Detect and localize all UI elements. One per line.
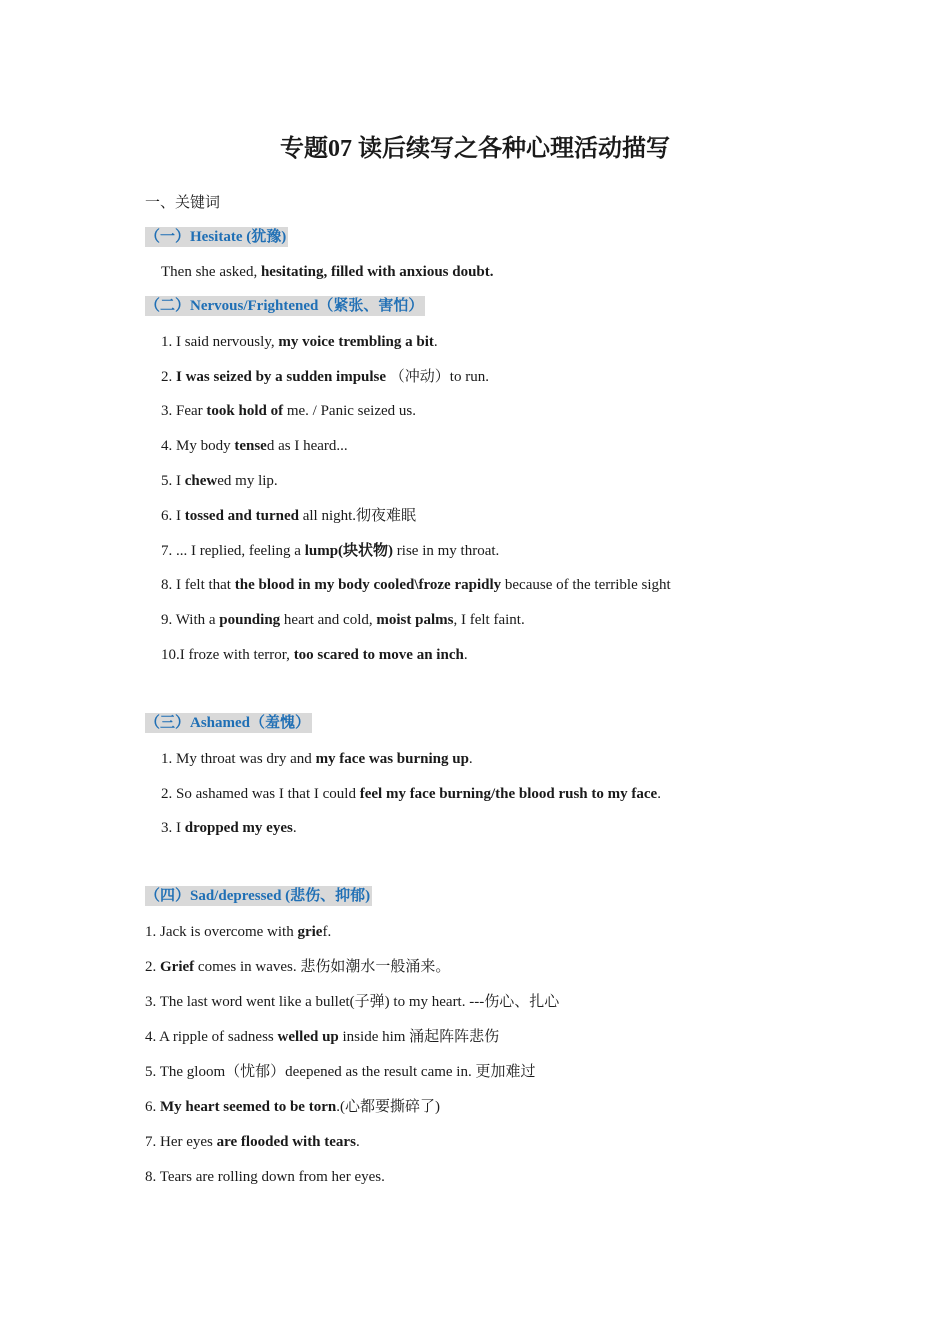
- list-item: 7. ... I replied, feeling a lump(块状物) rise in my throat.: [161, 543, 500, 559]
- heading-hesitate: （一）Hesitate (犹豫): [145, 229, 287, 245]
- list-item: 1. Jack is overcome with grief.: [145, 924, 332, 940]
- list-item: 5. I chewed my lip.: [161, 473, 278, 489]
- page-title: 专题07 读后续写之各种心理活动描写: [280, 136, 670, 162]
- list-item: 2. I was seized by a sudden impulse （冲动）to run.: [161, 369, 489, 385]
- list-item: 2. So ashamed was I that I could feel my face burning/the blood rush to my face.: [161, 786, 661, 802]
- list-item: 10.I froze with terror, too scared to move an inch.: [161, 647, 468, 663]
- list-item: 8. Tears are rolling down from her eyes.: [145, 1169, 385, 1185]
- list-item: 3. I dropped my eyes.: [161, 820, 297, 836]
- list-item: 3. Fear took hold of me. / Panic seized us.: [161, 403, 416, 419]
- list-item: 6. My heart seemed to be torn.(心都要撕碎了): [145, 1099, 440, 1115]
- heading-nervous: （二）Nervous/Frightened（紧张、害怕）: [145, 298, 424, 314]
- list-item: 8. I felt that the blood in my body cooled\froze rapidly because of the terrible sight: [161, 577, 671, 593]
- list-item: 4. My body tensed as I heard...: [161, 438, 348, 454]
- hesitate-line: Then she asked, hesitating, filled with anxious doubt.: [161, 264, 494, 280]
- list-item: 6. I tossed and turned all night.彻夜难眠: [161, 508, 417, 524]
- list-item: 1. I said nervously, my voice trembling a bit.: [161, 334, 438, 350]
- section-label: 一、关键词: [145, 195, 221, 211]
- list-item: 2. Grief comes in waves. 悲伤如潮水一般涌来。: [145, 959, 451, 975]
- heading-ashamed: （三）Ashamed（羞愧）: [145, 715, 311, 731]
- list-item: 3. The last word went like a bullet(子弹) to my heart. ---伤心、扎心: [145, 994, 560, 1010]
- list-item: 9. With a pounding heart and cold, moist palms, I felt faint.: [161, 612, 525, 628]
- list-item: 7. Her eyes are flooded with tears.: [145, 1134, 360, 1150]
- list-item: 1. My throat was dry and my face was burning up.: [161, 751, 473, 767]
- heading-sad: （四）Sad/depressed (悲伤、抑郁): [145, 888, 371, 904]
- list-item: 4. A ripple of sadness welled up inside him 涌起阵阵悲伤: [145, 1029, 500, 1045]
- list-item: 5. The gloom（忧郁）deepened as the result came in. 更加难过: [145, 1064, 536, 1080]
